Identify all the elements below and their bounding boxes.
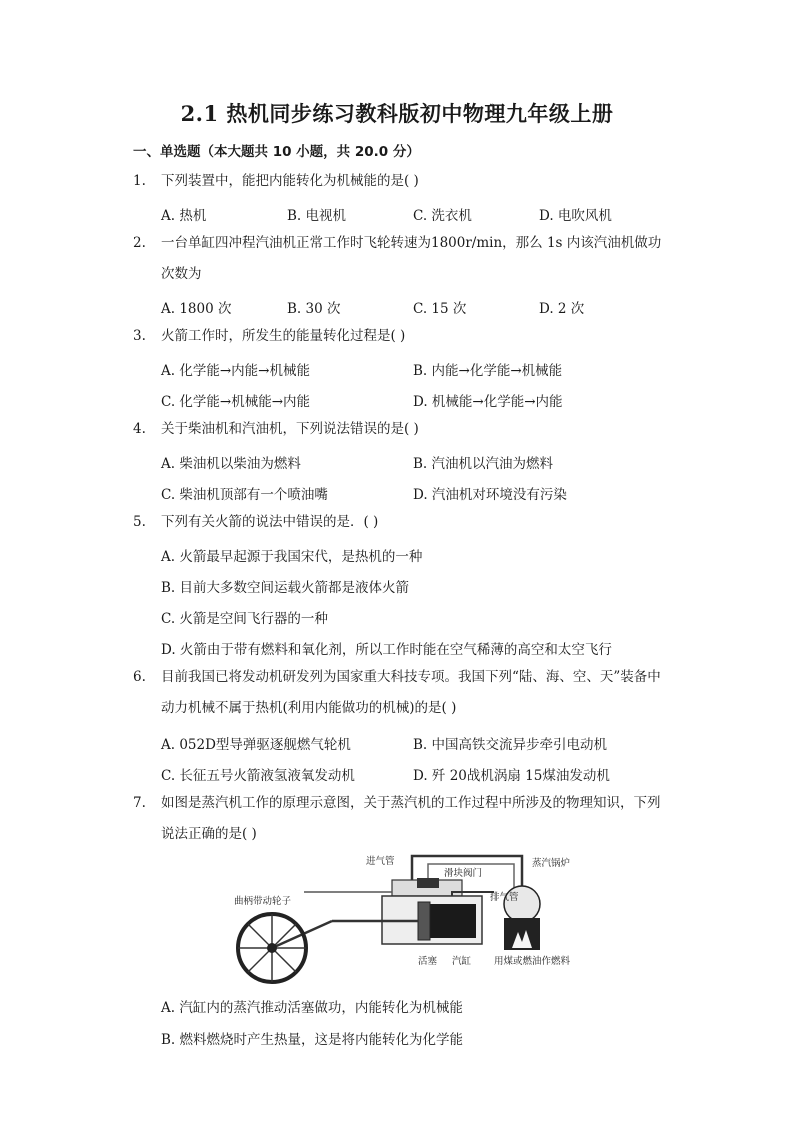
option-1c[interactable]: C. 洗衣机 bbox=[413, 208, 472, 224]
option-3b[interactable]: B. 内能→化学能→机械能 bbox=[413, 363, 563, 379]
question-1 bbox=[133, 166, 673, 197]
option-3d[interactable]: D. 机械能→化学能→内能 bbox=[413, 394, 563, 410]
slide-valve bbox=[417, 878, 439, 888]
option-4a[interactable]: A. 柴油机以柴油为燃料 bbox=[161, 456, 301, 472]
option-5a[interactable]: A. 火箭最早起源于我国宋代，是热机的一种 bbox=[161, 549, 423, 565]
option-4c[interactable]: C. 柴油机顶部有一个喷油嘴 bbox=[161, 487, 328, 503]
option-1b[interactable]: B. 电视机 bbox=[287, 208, 347, 224]
option-1d[interactable]: D. 电吹风机 bbox=[539, 208, 612, 224]
option-5c[interactable]: C. 火箭是空间飞行器的一种 bbox=[161, 611, 328, 627]
option-2b[interactable]: B. 30 次 bbox=[287, 301, 341, 317]
question-number: 6. bbox=[133, 669, 146, 685]
question-text: 下列有关火箭的说法中错误的是．( ) bbox=[161, 514, 379, 530]
question-text: 目前我国已将发动机研发列为国家重大科技专项。我国下列“陆、海、空、天”装备中动力机械不属于热机(利用内能做功的机械)的是( ) bbox=[161, 669, 661, 716]
option-5d[interactable]: D. 火箭由于带有燃料和氧化剂，所以工作时能在空气稀薄的高空和太空飞行 bbox=[161, 642, 612, 658]
piston bbox=[418, 902, 430, 940]
question-5 bbox=[133, 507, 673, 538]
option-6b[interactable]: B. 中国高铁交流异步牵引电动机 bbox=[413, 737, 608, 753]
question-4 bbox=[133, 414, 673, 445]
option-1a[interactable]: A. 热机 bbox=[161, 208, 207, 224]
label-fuel: 用煤或燃油作燃料 bbox=[494, 956, 571, 967]
option-3a[interactable]: A. 化学能→内能→机械能 bbox=[161, 363, 310, 379]
option-6c[interactable]: C. 长征五号火箭液氢液氧发动机 bbox=[161, 768, 355, 784]
option-6a[interactable]: A. 052D型导弹驱逐舰燃气轮机 bbox=[161, 737, 351, 753]
option-2a[interactable]: A. 1800 次 bbox=[161, 301, 232, 317]
option-5b[interactable]: B. 目前大多数空间运载火箭都是液体火箭 bbox=[161, 580, 410, 596]
page-title: 2.1 热机同步练习教科版初中物理九年级上册 bbox=[180, 101, 614, 126]
option-6d[interactable]: D. 歼 20战机涡扇 15煤油发动机 bbox=[413, 768, 610, 784]
question-7 bbox=[133, 788, 673, 850]
question-number: 5. bbox=[133, 514, 146, 530]
option-2d[interactable]: D. 2 次 bbox=[539, 301, 585, 317]
option-7b[interactable]: B. 燃料燃烧时产生热量，这是将内能转化为化学能 bbox=[161, 1032, 464, 1048]
flywheel-hub bbox=[267, 943, 277, 953]
label-exhaust: 排气管 bbox=[490, 892, 519, 903]
option-4d[interactable]: D. 汽油机对环境没有污染 bbox=[413, 487, 567, 503]
question-6 bbox=[133, 662, 673, 724]
question-text: 如图是蒸汽机工作的原理示意图，关于蒸汽机的工作过程中所涉及的物理知识，下列说法正确的是( ) bbox=[161, 795, 661, 842]
question-number: 7. bbox=[133, 795, 146, 811]
question-number: 2. bbox=[133, 235, 146, 251]
label-crank: 曲柄带动轮子 bbox=[234, 896, 292, 907]
option-7a[interactable]: A. 汽缸内的蒸汽推动活塞做功，内能转化为机械能 bbox=[161, 1000, 463, 1016]
question-text: 下列装置中，能把内能转化为机械能的是( ) bbox=[161, 173, 419, 189]
question-text: 关于柴油机和汽油机，下列说法错误的是( ) bbox=[161, 421, 419, 437]
label-boiler: 蒸汽锅炉 bbox=[532, 858, 571, 869]
option-2c[interactable]: C. 15 次 bbox=[413, 301, 467, 317]
label-piston: 活塞 bbox=[418, 956, 438, 967]
label-slide-valve: 滑块阀门 bbox=[444, 868, 483, 879]
option-3c[interactable]: C. 化学能→机械能→内能 bbox=[161, 394, 311, 410]
question-number: 1. bbox=[133, 173, 146, 189]
question-3 bbox=[133, 321, 673, 352]
option-4b[interactable]: B. 汽油机以汽油为燃料 bbox=[413, 456, 554, 472]
question-number: 4. bbox=[133, 421, 146, 437]
question-number: 3. bbox=[133, 328, 146, 344]
question-2 bbox=[133, 228, 673, 290]
section-heading: 一、单选题（本大题共 10 小题，共 20.0 分） bbox=[133, 144, 420, 160]
question-text: 一台单缸四冲程汽油机正常工作时飞轮转速为1800r/min，那么 1s 内该汽油机做功次数为 bbox=[161, 235, 662, 282]
question-text: 火箭工作时，所发生的能量转化过程是( ) bbox=[161, 328, 406, 344]
label-cylinder: 汽缸 bbox=[452, 956, 472, 967]
label-inlet: 进气管 bbox=[366, 856, 395, 867]
steam-engine-diagram bbox=[232, 852, 571, 984]
